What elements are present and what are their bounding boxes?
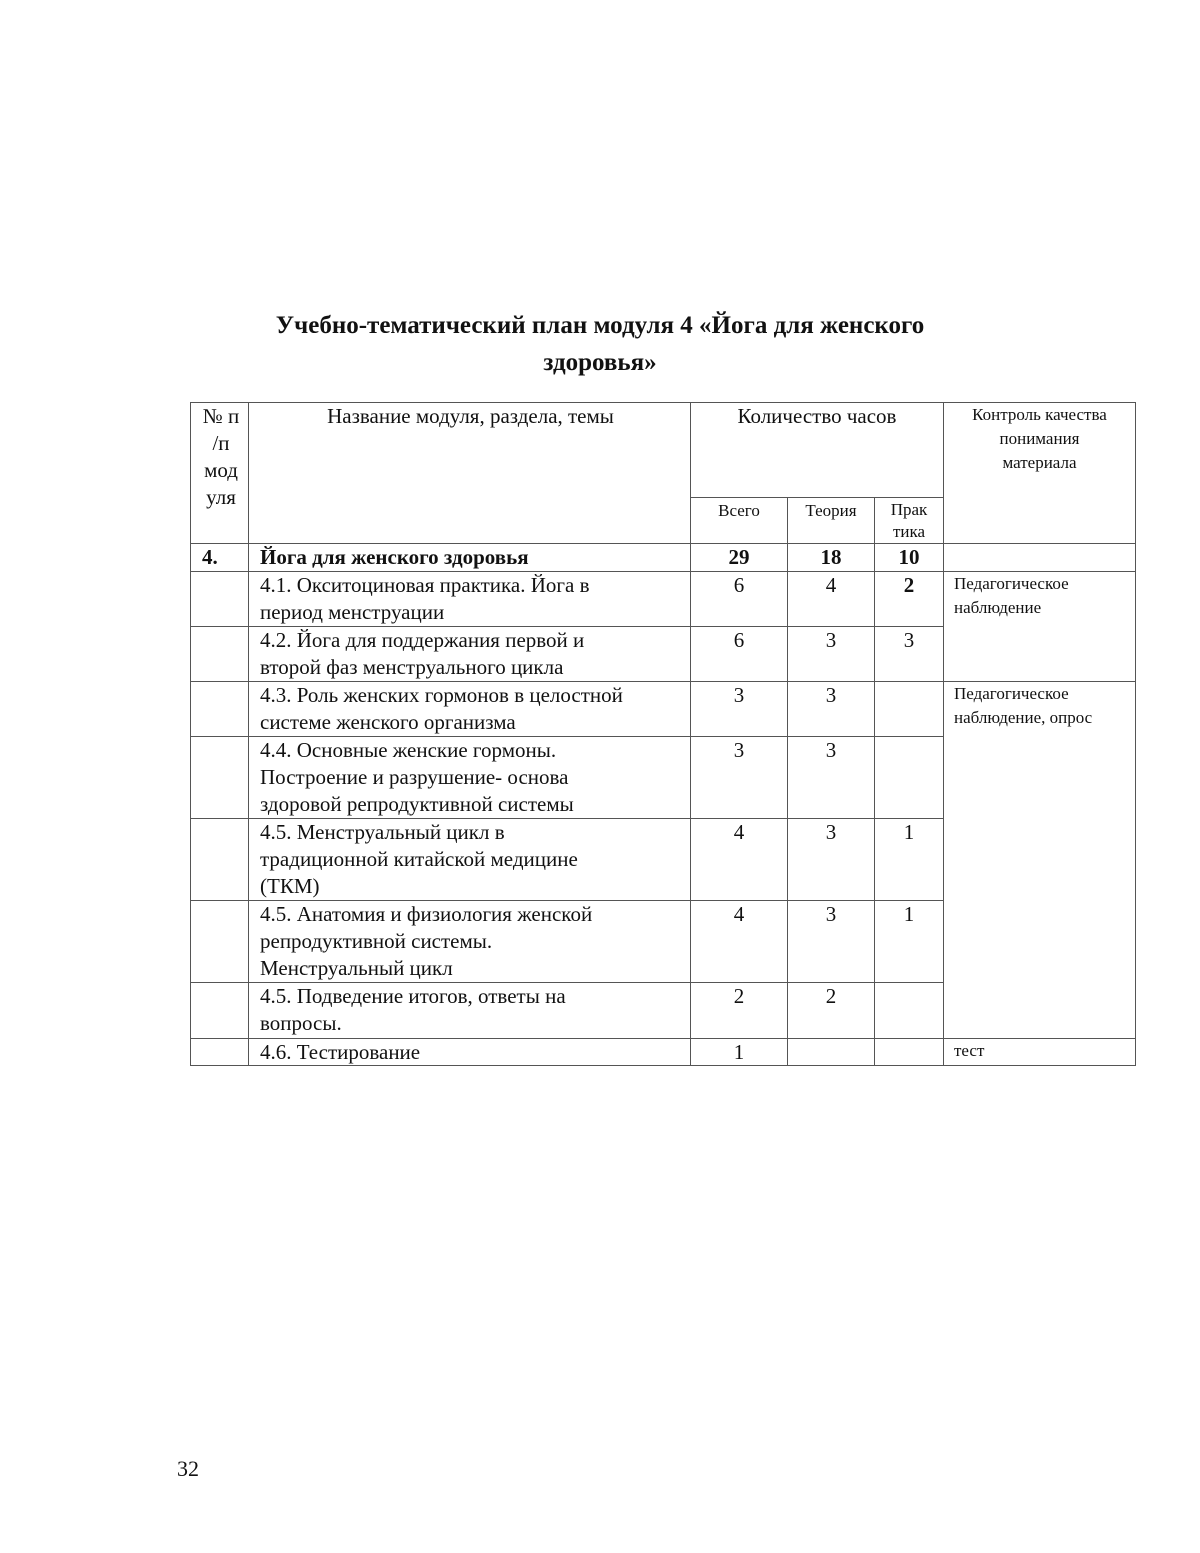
row-num-cell: [190, 982, 249, 1039]
practice-cell: [874, 736, 944, 819]
control-line: тест: [954, 1041, 985, 1060]
topic-line: 4.4. Основные женские гормоны.: [260, 738, 557, 762]
header-num-line: /п: [212, 431, 230, 455]
header-total: Всего: [718, 501, 760, 520]
row-num-cell: [190, 681, 249, 737]
theory-value: 3: [825, 820, 837, 844]
practice-value: 1: [903, 820, 915, 844]
theory-value: 3: [825, 628, 837, 652]
document-title-line-1: Учебно-тематический план модуля 4 «Йога для женского: [275, 312, 925, 339]
header-control-cell: [943, 402, 1136, 544]
topic-line: вопросы.: [260, 1011, 342, 1035]
theory-cell: [787, 626, 875, 682]
row-num-cell: [190, 818, 249, 901]
topic-cell: [248, 982, 691, 1039]
total-value: 4: [733, 820, 745, 844]
theory-cell: [787, 681, 875, 737]
theory-cell: [787, 1038, 875, 1066]
topic-cell: [248, 818, 691, 901]
theory-cell: [787, 571, 875, 627]
total-cell: [690, 1038, 788, 1066]
header-theory-cell: [787, 497, 875, 544]
header-name-cell: [248, 402, 691, 544]
topic-line: 4.1. Окситоциновая практика. Йога в: [260, 573, 590, 597]
header-name: Название модуля, раздела, темы: [327, 404, 614, 428]
theory-cell: [787, 982, 875, 1039]
practice-value: 1: [903, 902, 915, 926]
total-value: 6: [733, 573, 745, 597]
header-num-line: № п: [202, 404, 240, 428]
total-value: 2: [733, 984, 745, 1008]
topic-line: традиционной китайской медицине: [260, 847, 578, 871]
total-cell: [690, 626, 788, 682]
module-num-cell: [190, 543, 249, 572]
header-control-line: Контроль качества: [972, 405, 1107, 424]
topic-cell: [248, 1038, 691, 1066]
topic-line: (ТКМ): [260, 874, 320, 898]
topic-cell: [248, 900, 691, 983]
module-control-cell: [943, 543, 1136, 572]
theory-value: 2: [825, 984, 837, 1008]
practice-cell: [874, 900, 944, 983]
module-practice: 10: [898, 545, 920, 569]
header-num-line: мод: [204, 458, 238, 482]
practice-cell: [874, 982, 944, 1039]
topic-line: 4.5. Анатомия и физиология женской: [260, 902, 593, 926]
topic-cell: [248, 571, 691, 627]
header-hours: Количество часов: [737, 404, 897, 428]
practice-cell: [874, 571, 944, 627]
row-num-cell: [190, 626, 249, 682]
practice-cell: [874, 626, 944, 682]
total-cell: [690, 818, 788, 901]
control-line: наблюдение: [954, 598, 1042, 617]
module-practice-cell: [874, 543, 944, 572]
theory-value: 3: [825, 902, 837, 926]
module-name: Йога для женского здоровья: [260, 545, 529, 569]
topic-line: системе женского организма: [260, 710, 516, 734]
topic-line: 4.6. Тестирование: [260, 1040, 421, 1064]
header-hours-cell: [690, 402, 944, 498]
total-value: 3: [733, 683, 745, 707]
control-line: Педагогическое: [954, 574, 1069, 593]
topic-cell: [248, 626, 691, 682]
topic-line: 4.5. Подведение итогов, ответы на: [260, 984, 566, 1008]
total-value: 3: [733, 738, 745, 762]
topic-cell: [248, 736, 691, 819]
row-num-cell: [190, 900, 249, 983]
page-number: 32: [177, 1456, 199, 1481]
total-value: 6: [733, 628, 745, 652]
topic-line: 4.5. Менструальный цикл в: [260, 820, 505, 844]
topic-line: 4.2. Йога для поддержания первой и: [260, 628, 585, 652]
topic-line: период менструации: [260, 600, 445, 624]
theory-value: 3: [825, 683, 837, 707]
theory-cell: [787, 736, 875, 819]
header-practice-cell: [874, 497, 944, 544]
theory-value: 4: [825, 573, 837, 597]
total-cell: [690, 736, 788, 819]
total-value: 4: [733, 902, 745, 926]
row-num-cell: [190, 736, 249, 819]
control-cell: [943, 1038, 1136, 1066]
module-total: 29: [728, 545, 750, 569]
topic-line: 4.3. Роль женских гормонов в целостной: [260, 683, 623, 707]
module-name-cell: [248, 543, 691, 572]
total-cell: [690, 900, 788, 983]
control-line: Педагогическое: [954, 684, 1069, 703]
header-practice-line: тика: [892, 522, 926, 541]
row-num-cell: [190, 571, 249, 627]
header-num-cell: [190, 402, 249, 544]
control-cell: [943, 681, 1136, 1039]
topic-line: Построение и разрушение- основа: [260, 765, 569, 789]
theory-value: 3: [825, 738, 837, 762]
module-theory: 18: [820, 545, 842, 569]
topic-cell: [248, 681, 691, 737]
total-value: 1: [733, 1040, 745, 1064]
practice-value: 2: [903, 573, 915, 597]
header-total-cell: [690, 497, 788, 544]
topic-line: здоровой репродуктивной системы: [260, 792, 574, 816]
theory-cell: [787, 818, 875, 901]
topic-line: репродуктивной системы.: [260, 929, 493, 953]
topic-line: Менструальный цикл: [260, 956, 453, 980]
row-num-cell: [190, 1038, 249, 1066]
header-theory: Теория: [805, 501, 857, 520]
document-title-line-2: здоровья»: [543, 349, 657, 376]
control-line: наблюдение, опрос: [954, 708, 1093, 727]
module-total-cell: [690, 543, 788, 572]
control-cell: [943, 571, 1136, 682]
practice-value: 3: [903, 628, 915, 652]
topic-line: второй фаз менструального цикла: [260, 655, 564, 679]
practice-cell: [874, 681, 944, 737]
total-cell: [690, 681, 788, 737]
total-cell: [690, 982, 788, 1039]
module-theory-cell: [787, 543, 875, 572]
header-control-line: понимания: [999, 429, 1080, 448]
practice-cell: [874, 818, 944, 901]
practice-cell: [874, 1038, 944, 1066]
header-practice-line: Прак: [890, 500, 928, 519]
header-num-line: уля: [206, 485, 236, 509]
theory-cell: [787, 900, 875, 983]
module-num: 4.: [202, 545, 218, 569]
total-cell: [690, 571, 788, 627]
header-control-line: материала: [1002, 453, 1077, 472]
